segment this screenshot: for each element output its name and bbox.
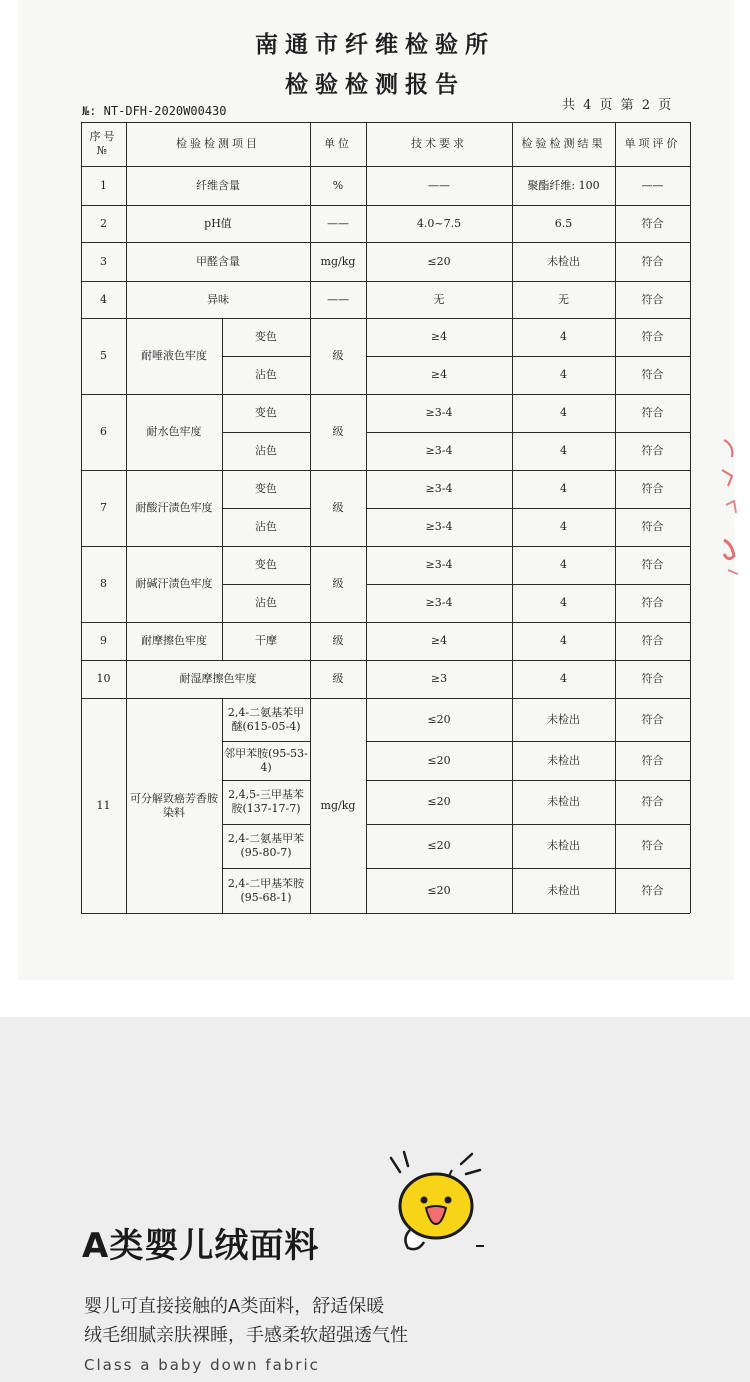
- row-item: 耐碱汗渍色牢度: [135, 577, 213, 590]
- row-result: 4: [560, 406, 567, 419]
- row-requirement: ≥4: [430, 330, 448, 343]
- row-unit: ——: [327, 216, 349, 230]
- row-evaluation: 符合: [641, 254, 664, 268]
- promo-description-line2: 绒毛细腻亲肤裸睡，手感柔软超强透气性: [84, 1325, 408, 1346]
- row-evaluation: 符合: [641, 672, 664, 685]
- row-unit: 级: [332, 672, 344, 685]
- row-item: 耐湿摩擦色牢度: [179, 672, 257, 685]
- row-requirement: ≥3-4: [425, 482, 453, 495]
- row-item: 可分解致癌芳香胺染料: [130, 791, 218, 819]
- header-unit: 单位: [324, 137, 352, 150]
- row-requirement: ——: [428, 178, 450, 192]
- row-requirement: ≤20: [427, 712, 451, 726]
- report-title: 南通市纤维检验所: [255, 31, 495, 58]
- row-result: 聚酯纤维: 100: [527, 178, 600, 192]
- row-subitem: 2,4-二甲基苯胺(95-68-1): [227, 876, 305, 904]
- promo-headline: A类婴儿绒面料: [82, 1226, 320, 1266]
- row-evaluation: 符合: [641, 596, 664, 609]
- row-seq: 9: [100, 634, 107, 647]
- red-stamp-fragment: [714, 435, 750, 585]
- header-evaluation: 单项评价: [624, 137, 681, 150]
- row-seq: 6: [100, 425, 107, 438]
- row-seq: 8: [100, 577, 107, 590]
- row-evaluation: 符合: [641, 558, 664, 571]
- row-subitem: 干摩: [255, 634, 277, 647]
- row-result: 4: [560, 368, 567, 381]
- row-requirement: 无: [433, 292, 445, 306]
- row-result: 4: [560, 520, 567, 533]
- row-result: 无: [558, 292, 569, 306]
- row-subitem: 变色: [255, 330, 277, 343]
- row-unit: 级: [332, 349, 344, 362]
- row-evaluation: 符合: [641, 839, 664, 852]
- row-requirement: ≥3-4: [425, 596, 453, 609]
- row-subitem: 沾色: [255, 520, 277, 533]
- row-evaluation: 符合: [641, 444, 664, 457]
- row-requirement: ≤20: [427, 753, 451, 767]
- row-evaluation: 符合: [641, 330, 664, 343]
- header-seq: 序号 №: [89, 130, 118, 157]
- row-unit: %: [332, 178, 344, 192]
- row-evaluation: 符合: [641, 216, 664, 230]
- row-item: 异味: [207, 292, 229, 306]
- chick-mascot-icon: [386, 1150, 486, 1260]
- row-subitem: 沾色: [255, 596, 277, 609]
- row-subitem: 2,4,5-三甲基苯胺(137-17-7): [228, 788, 304, 815]
- row-evaluation: 符合: [641, 520, 664, 533]
- row-result: 未检出: [547, 712, 580, 726]
- row-evaluation: 符合: [641, 712, 664, 726]
- row-requirement: ≥3-4: [425, 406, 453, 419]
- row-evaluation: 符合: [641, 883, 664, 897]
- row-result: 4: [560, 330, 567, 343]
- row-evaluation: 符合: [641, 634, 664, 647]
- row-seq: 1: [100, 178, 107, 192]
- row-result: 4: [560, 482, 567, 495]
- page-count: 共 4 页 第 2 页: [562, 98, 674, 113]
- row-item: 纤维含量: [196, 178, 240, 192]
- header-requirement: 技术要求: [411, 137, 467, 150]
- row-requirement: ≥4: [430, 368, 448, 381]
- row-evaluation: 符合: [641, 368, 664, 381]
- row-result: 未检出: [547, 883, 580, 897]
- row-subitem: 变色: [255, 558, 277, 571]
- row-evaluation: 符合: [641, 753, 664, 767]
- table-rule: [690, 122, 691, 913]
- header-item: 检验检测项目: [176, 137, 260, 150]
- table-rule: [81, 122, 690, 123]
- row-unit: ——: [327, 292, 349, 306]
- row-subitem: 2,4-二氨基苯甲醚(615-05-4): [227, 705, 305, 733]
- row-requirement: ≤20: [427, 883, 451, 897]
- row-result: 6.5: [554, 216, 573, 230]
- row-result: 4: [560, 558, 567, 571]
- row-result: 4: [560, 444, 567, 457]
- row-evaluation: 符合: [641, 292, 664, 306]
- row-requirement: ≤20: [427, 254, 451, 268]
- report-subtitle: 检验检测报告: [285, 71, 465, 98]
- row-result: 未检出: [547, 254, 580, 268]
- row-subitem: 变色: [255, 482, 277, 495]
- header-result: 检验检测结果: [521, 137, 606, 150]
- row-unit: 级: [332, 634, 344, 647]
- row-item: 耐唾液色牢度: [141, 349, 207, 362]
- row-requirement: ≥3-4: [425, 444, 453, 457]
- row-subitem: 2,4-二氨基甲苯(95-80-7): [227, 832, 305, 859]
- row-seq: 4: [100, 292, 107, 306]
- row-result: 4: [560, 596, 567, 609]
- row-seq: 3: [100, 254, 107, 268]
- row-seq: 2: [100, 216, 107, 230]
- row-requirement: ≥4: [430, 634, 448, 647]
- row-subitem: 邻甲苯胺(95-53-4): [224, 746, 308, 774]
- row-requirement: ≤20: [427, 839, 451, 852]
- row-evaluation: ——: [641, 178, 664, 192]
- row-seq: 5: [100, 349, 107, 362]
- row-item: 甲醛含量: [196, 254, 240, 268]
- row-item: pH值: [204, 216, 232, 230]
- row-unit: 级: [332, 577, 344, 590]
- row-item: 耐水色牢度: [146, 425, 202, 438]
- row-requirement: ≤20: [427, 795, 451, 808]
- row-result: 未检出: [547, 839, 580, 852]
- report-number: №: NT-DFH-2020W00430: [82, 104, 227, 118]
- row-evaluation: 符合: [641, 482, 664, 495]
- table-rule: [222, 622, 223, 660]
- table-rule: [81, 913, 690, 914]
- row-result: 未检出: [547, 753, 580, 767]
- row-item: 耐摩擦色牢度: [141, 634, 207, 647]
- row-item: 耐酸汗渍色牢度: [135, 501, 213, 514]
- row-evaluation: 符合: [641, 406, 664, 419]
- row-subitem: 变色: [255, 406, 277, 419]
- row-unit: mg/kg: [320, 798, 356, 812]
- promo-english-caption: Class a baby down fabric: [84, 1356, 320, 1374]
- row-subitem: 沾色: [255, 368, 277, 381]
- row-subitem: 沾色: [255, 444, 277, 457]
- row-unit: 级: [332, 501, 344, 514]
- row-unit: 级: [332, 425, 344, 438]
- row-result: 未检出: [547, 795, 580, 808]
- row-evaluation: 符合: [641, 795, 664, 808]
- row-result: 4: [560, 672, 567, 685]
- row-seq: 11: [96, 798, 111, 812]
- row-result: 4: [560, 634, 567, 647]
- row-unit: mg/kg: [320, 254, 356, 268]
- row-requirement: 4.0~7.5: [416, 216, 462, 230]
- row-requirement: ≥3-4: [425, 558, 453, 571]
- row-seq: 7: [100, 501, 107, 514]
- row-requirement: ≥3-4: [425, 520, 453, 533]
- row-seq: 10: [96, 672, 111, 685]
- promo-description-line1: 婴儿可直接接触的A类面料，舒适保暖: [84, 1296, 385, 1317]
- row-requirement: ≥3: [430, 672, 448, 685]
